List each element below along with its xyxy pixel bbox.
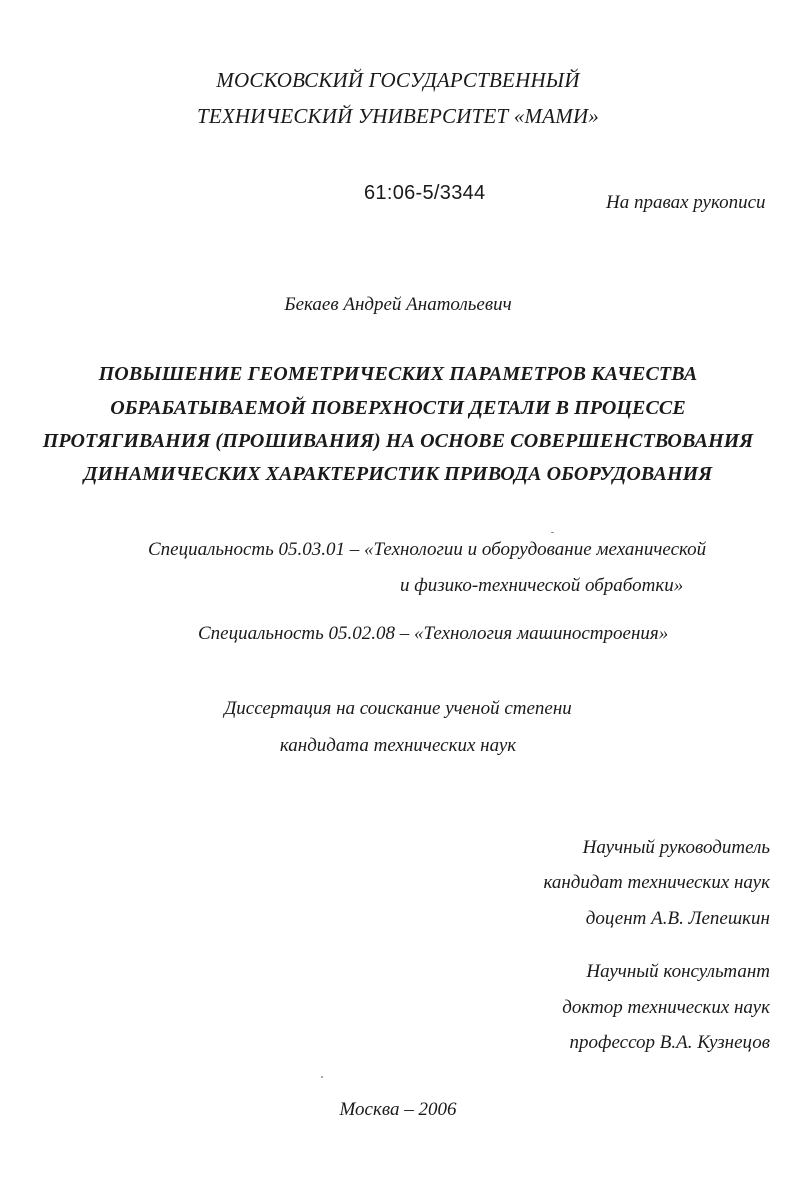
supervisor-name: доцент А.В. Лепешкин [585,908,770,929]
university-name-line-1: МОСКОВСКИЙ ГОСУДАРСТВЕННЫЙ [216,68,580,92]
university-name-line-2: ТЕХНИЧЕСКИЙ УНИВЕРСИТЕТ «МАМИ» [196,104,600,128]
city-year: Москва – 2006 [339,1099,457,1120]
specialty-1-line-2: и физико-технической обработки» [400,575,684,596]
dissertation-title-line-2: ОБРАБАТЫВАЕМОЙ ПОВЕРХНОСТИ ДЕТАЛИ В ПРОЦЕССЕ [110,397,686,419]
consultant-role: Научный консультант [586,961,770,982]
specialty-2-line-1: Специальность 05.02.08 – «Технология машиностроения» [198,623,669,644]
consultant-degree: доктор технических наук [562,997,770,1018]
dissertation-title-line-3: ПРОТЯГИВАНИЯ (ПРОШИВАНИЯ) НА ОСНОВЕ СОВЕРШЕНСТВОВАНИЯ [42,430,754,452]
dissertation-title-line-1: ПОВЫШЕНИЕ ГЕОМЕТРИЧЕСКИХ ПАРАМЕТРОВ КАЧЕСТВА [98,363,698,385]
degree-line-2: кандидата технических наук [279,735,517,756]
degree-line-1: Диссертация на соискание ученой степени [224,698,572,719]
dissertation-title-line-4: ДИНАМИЧЕСКИХ ХАРАКТЕРИСТИК ПРИВОДА ОБОРУДОВАНИЯ [83,463,713,485]
supervisor-degree: кандидат технических наук [543,872,770,893]
supervisor-role: Научный руководитель [582,837,770,858]
specialty-1-line-1: Специальность 05.03.01 – «Технологии и оборудование механической [148,539,707,560]
consultant-name: профессор В.А. Кузнецов [569,1032,770,1053]
scan-speck [321,1076,323,1078]
catalog-number: 61:06-5/3344 [364,182,486,204]
manuscript-rights: На правах рукописи [606,192,766,213]
author-name: Бекаев Андрей Анатольевич [284,294,512,315]
scan-speck [551,532,554,533]
